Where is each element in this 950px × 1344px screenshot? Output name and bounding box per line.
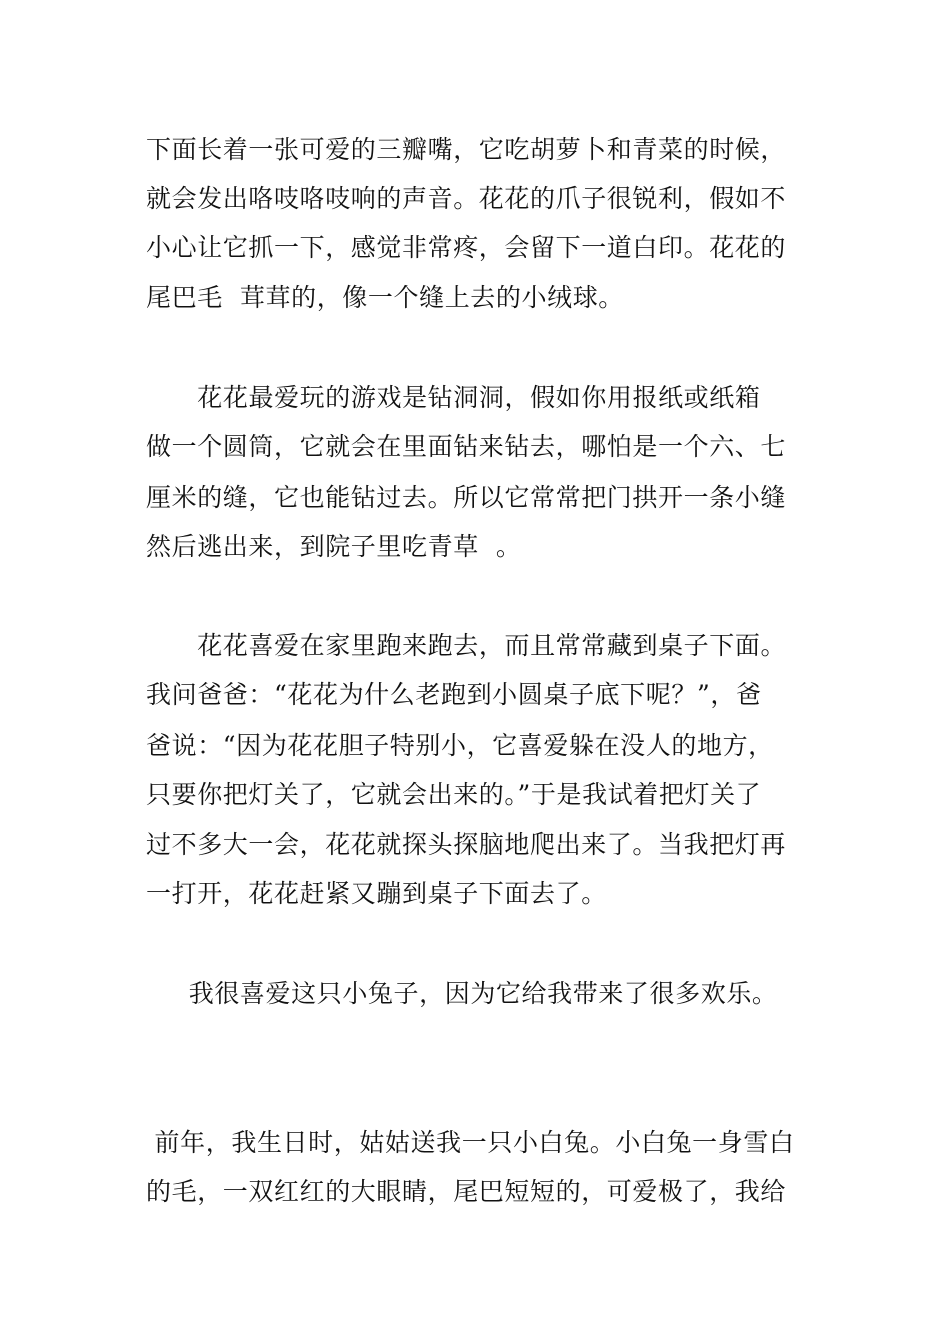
text-line: 下面长着一张可爱的三瓣嘴，它吃胡萝卜和青菜的时候， xyxy=(146,135,787,164)
text-line: 花花喜爱在家里跑来跑去，而且常常藏到桌子下面。 xyxy=(146,631,787,660)
text-line: 小心让它抓一下，感觉非常疼，会留下一道白印。花花的 xyxy=(146,233,787,262)
text-line: 我很喜爱这只小兔子，因为它给我带来了很多欢乐。 xyxy=(146,979,778,1008)
text-line: 的毛，一双红红的大眼睛，尾巴短短的，可爱极了，我给 xyxy=(146,1177,787,1206)
text-line: 只要你把灯关了，它就会出来的。”于是我试着把灯关了 xyxy=(146,780,762,809)
text-line: 爸说：“因为花花胆子特别小，它喜爱躲在没人的地方， xyxy=(146,731,774,760)
text-line: 前年，我生日时，姑姑送我一只小白兔。小白兔一身雪白 xyxy=(146,1128,795,1157)
text-line: 过不多大一会，花花就探头探脑地爬出来了。当我把灯再 xyxy=(146,830,787,859)
text-line: 做一个圆筒，它就会在里面钻来钻去，哪怕是一个六、七 xyxy=(146,432,787,461)
text-line: 我问爸爸：“花花为什么老跑到小圆桌子底下呢？”，爸 xyxy=(146,680,762,709)
text-line: 一打开，花花赶紧又蹦到桌子下面去了。 xyxy=(146,879,607,908)
text-line: 花花最爱玩的游戏是钻洞洞，假如你用报纸或纸箱 xyxy=(146,383,761,412)
text-line: 厘米的缝，它也能钻过去。所以它常常把门拱开一条小缝 xyxy=(146,483,787,512)
text-line: 然后逃出来，到院子里吃青草 。 xyxy=(146,532,522,561)
text-line: 尾巴毛 茸茸的，像一个缝上去的小绒球。 xyxy=(146,283,624,312)
text-line: 就会发出咯吱咯吱响的声音。花花的爪子很锐利，假如不 xyxy=(146,184,787,213)
